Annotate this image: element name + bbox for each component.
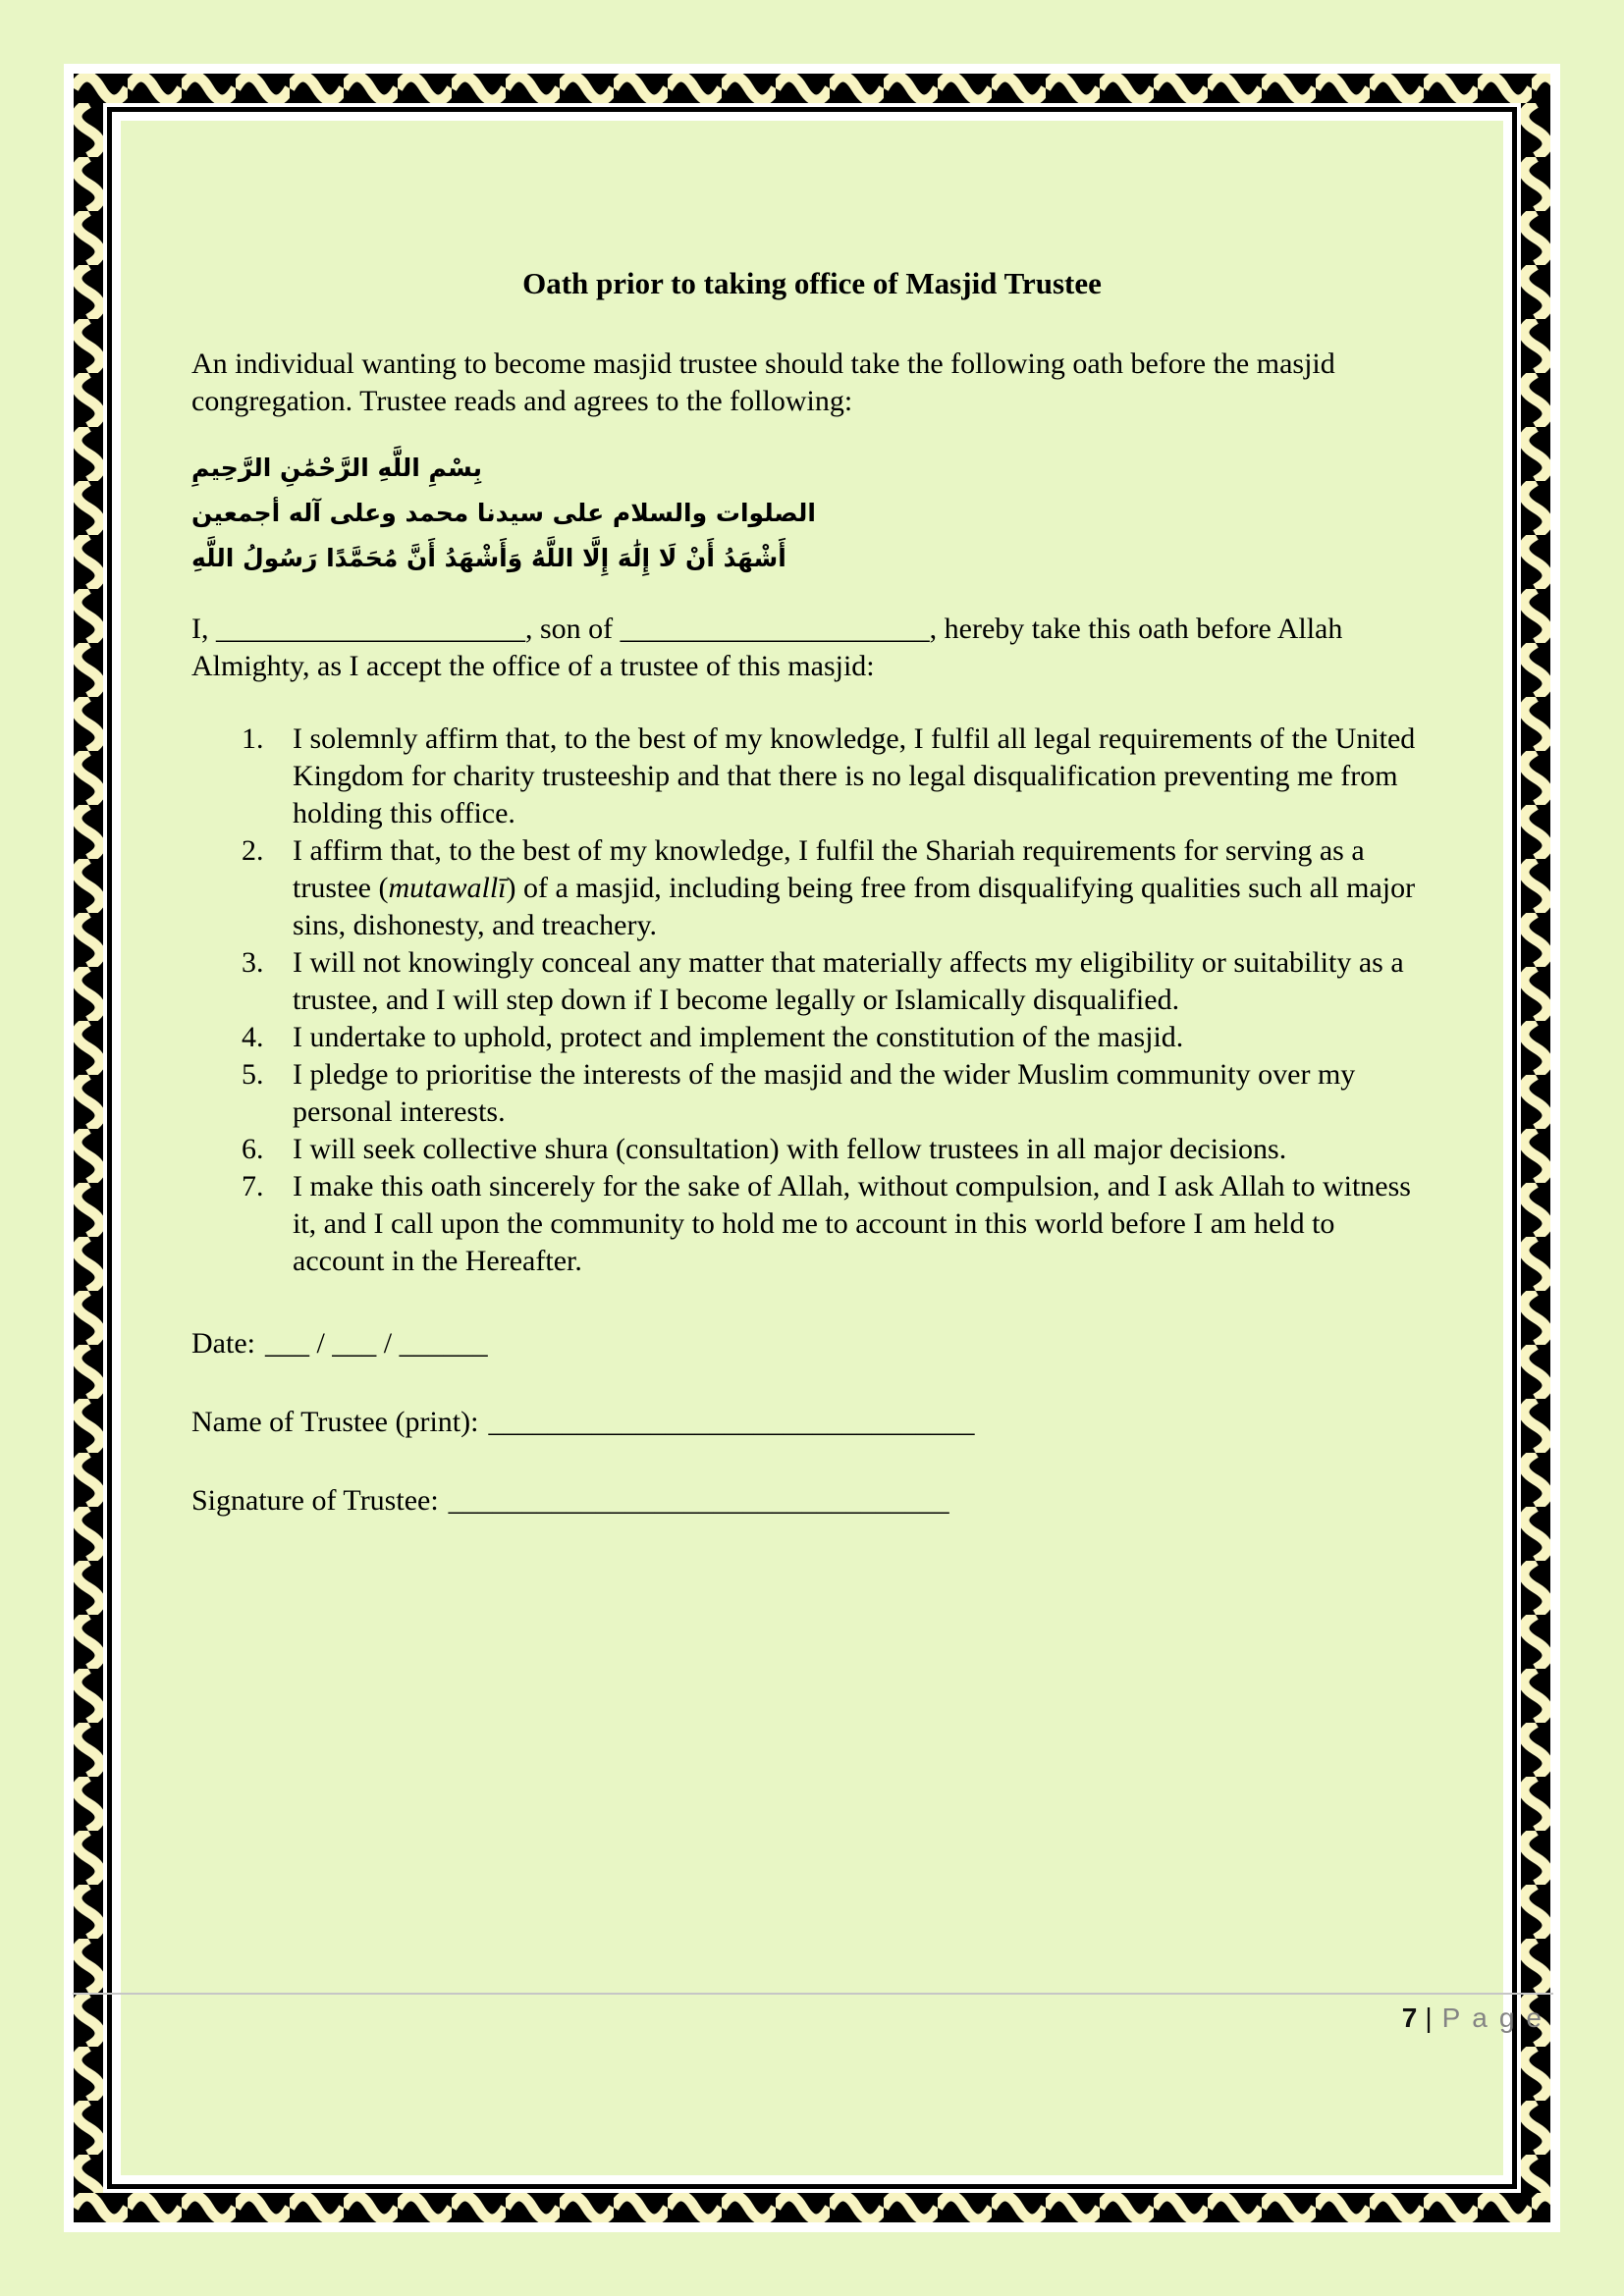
list-item [293, 1056, 1433, 1131]
clause-text: I make this oath sincerely for the sake of Allah, without compulsion, and I ask Allah to witness it, and I call upon the community to hold me to account in this world before I am held to account in the Hereafter. [293, 1170, 1411, 1277]
clause-text: I pledge to prioritise the interests of the masjid and the wider Muslim community over my personal interests. [293, 1058, 1356, 1128]
date-label: Date: [191, 1327, 255, 1360]
signature-field [191, 1482, 1433, 1520]
trustee-name-line: _________________________________ [488, 1406, 975, 1438]
arabic-salawat-line: الصلوات والسلام على سيدنا محمد وعلى آله أجمعين [191, 499, 816, 527]
clause-text: I solemnly affirm that, to the best of my knowledge, I fulfil all legal requirements of the United Kingdom for charity trusteeship and that there is no legal disqualification preventing me from holding this office. [293, 722, 1416, 829]
border-wave-top-icon [74, 74, 1550, 103]
oath-opening-pre: I, [191, 613, 216, 645]
page-content [121, 121, 1503, 2175]
trustee-name-label: Name of Trustee (print): [191, 1406, 479, 1438]
border-wave-left-icon [74, 103, 103, 2193]
trustee-name-blank: _____________________ [216, 613, 525, 645]
oath-opening-mid: , son of [525, 613, 621, 645]
clause-text: I will not knowingly conceal any matter that materially affects my eligibility or suitability as a trustee, and I will step down if I become legally or Islamically disqualified. [293, 946, 1404, 1016]
list-item [293, 1131, 1433, 1168]
trustee-name-field [191, 1404, 1433, 1441]
page-footer [73, 1993, 1553, 2034]
oath-clauses-list [191, 721, 1433, 1280]
list-item [293, 1019, 1433, 1056]
signature-line: __________________________________ [448, 1484, 949, 1517]
arabic-shahada-line: أَشْهَدُ أَنْ لَا إِلَٰهَ إِلَّا اللَّهُ وَأَشْهَدُ أَنَّ مُحَمَّدًا رَسُولُ اللَّهِ [191, 544, 786, 572]
signature-label: Signature of Trustee: [191, 1484, 439, 1517]
list-item [293, 1168, 1433, 1280]
date-field [191, 1325, 1433, 1362]
list-item [293, 721, 1433, 832]
clause-italic-term: mutawallī [388, 872, 507, 904]
clause-text: I will seek collective shura (consultation) with fellow trustees in all major decisions. [293, 1133, 1287, 1165]
oath-opening-paragraph [191, 611, 1433, 685]
arabic-basmala-line: بِسْمِ اللَّهِ الرَّحْمَٰنِ الرَّحِيمِ [191, 454, 482, 482]
border-wave-bottom-icon [74, 2193, 1550, 2222]
clause-text: I affirm that, to the best of my knowledge, I fulfil the Shariah requirements for serving as a trustee ( [293, 834, 1365, 904]
footer-page-label: Page [1441, 2002, 1553, 2033]
clause-text: ) of a masjid, including being free from disqualifying qualities such all major sins, dishonesty, and treachery. [293, 872, 1416, 941]
arabic-blessing-block [191, 446, 1433, 581]
date-blanks: ___ / ___ / ______ [264, 1327, 488, 1360]
oath-opening-post: , hereby take this oath before Allah Almighty, as I accept the office of a trustee of this masjid: [191, 613, 1343, 682]
list-item [293, 944, 1433, 1019]
list-item [293, 832, 1433, 944]
page-title: Oath prior to taking office of Masjid Trustee [522, 266, 1102, 300]
father-name-blank: _____________________ [620, 613, 930, 645]
footer-separator: | [1425, 2002, 1433, 2033]
clause-text: I undertake to uphold, protect and implement the constitution of the masjid. [293, 1021, 1184, 1053]
page-number: 7 [1401, 2002, 1418, 2033]
intro-paragraph: An individual wanting to become masjid trustee should take the following oath before the masjid congregation. Trustee reads and agrees to the following: [191, 347, 1335, 417]
border-wave-right-icon [1521, 103, 1550, 2193]
